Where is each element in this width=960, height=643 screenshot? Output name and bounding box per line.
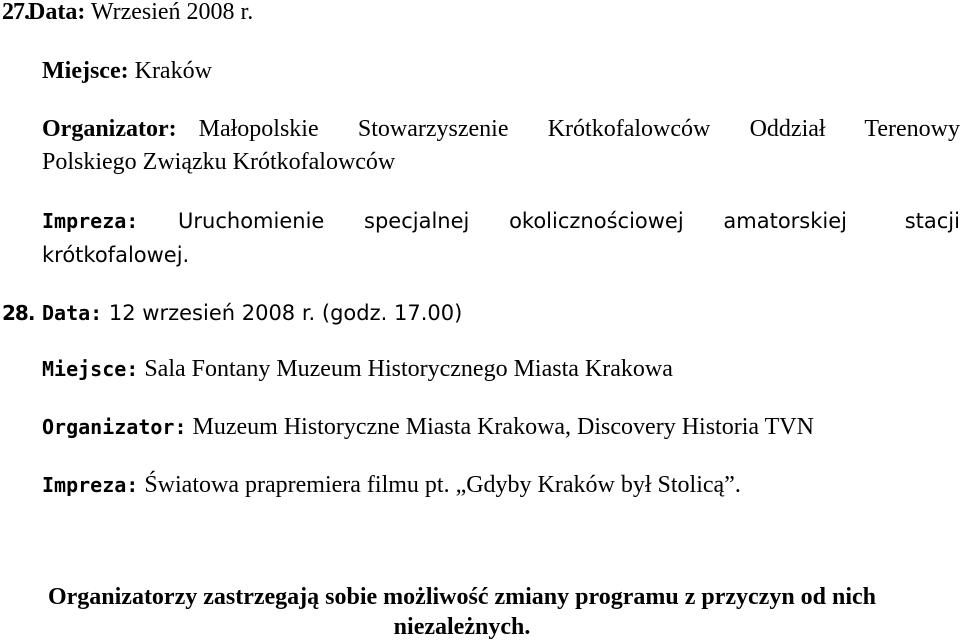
event-label: Impreza: bbox=[42, 209, 139, 233]
organizer-value: Muzeum Historyczne Miasta Krakowa, Discovery Historia TVN bbox=[186, 414, 814, 440]
entry-27-date bbox=[2, 0, 253, 27]
entry-27-place bbox=[42, 56, 212, 86]
place-value: Kraków bbox=[128, 58, 212, 84]
event-word: okolicznościowej bbox=[509, 209, 684, 233]
entry-28-organizer bbox=[42, 412, 814, 442]
organizer-label: Organizator: bbox=[42, 116, 177, 142]
footer-note-line2: niezależnych. bbox=[393, 614, 531, 640]
date-label: Data: bbox=[28, 0, 86, 25]
entry-27-organizer-cont bbox=[42, 147, 395, 177]
entry-number: 28. bbox=[2, 301, 35, 325]
event-word: stacji bbox=[904, 209, 960, 233]
entry-27-event-cont bbox=[42, 240, 189, 270]
event-value: Światowa prapremiera filmu pt. „Gdyby Kraków był Stolicą”. bbox=[138, 472, 741, 498]
date-value: Wrzesień 2008 r. bbox=[85, 0, 254, 25]
entry-number: 27. bbox=[2, 0, 29, 25]
organizer-value-line1: Małopolskie Stowarzyszenie Krótkofalowców Oddział Terenowy bbox=[198, 116, 960, 142]
event-value-line2: krótkofalowej. bbox=[42, 243, 190, 267]
footer-note-line1: Organizatorzy zastrzegają sobie możliwość zmiany programu z przyczyn od nich bbox=[47, 584, 877, 610]
event-word: amatorskiej bbox=[723, 209, 847, 233]
entry-28-event bbox=[42, 470, 741, 500]
entry-28-date bbox=[2, 298, 462, 328]
place-label: Miejsce: bbox=[42, 357, 139, 381]
event-label: Impreza: bbox=[42, 473, 139, 497]
entry-27-organizer bbox=[42, 114, 960, 144]
place-value: Sala Fontany Muzeum Historycznego Miasta Krakowa bbox=[138, 356, 673, 382]
event-word: specjalnej bbox=[364, 209, 470, 233]
entry-28-place bbox=[42, 354, 673, 384]
organizer-value-line2: Polskiego Związku Krótkofalowców bbox=[42, 149, 396, 175]
entry-27-event bbox=[42, 206, 960, 236]
event-word: Uruchomienie bbox=[178, 209, 325, 233]
date-value: 12 wrzesień 2008 r. (godz. 17.00) bbox=[102, 301, 463, 325]
place-label: Miejsce: bbox=[42, 58, 129, 84]
date-label: Data: bbox=[42, 301, 103, 325]
organizer-label: Organizator: bbox=[42, 415, 187, 439]
